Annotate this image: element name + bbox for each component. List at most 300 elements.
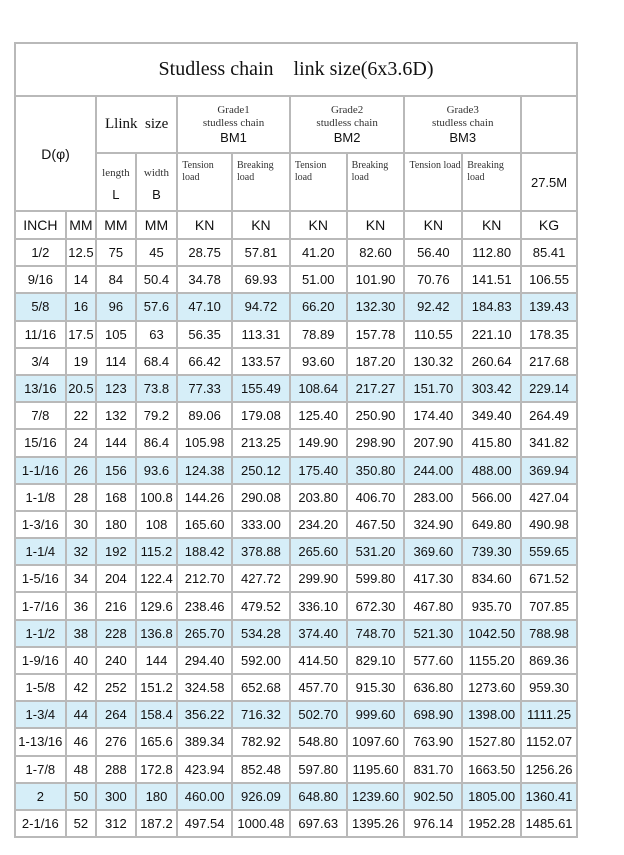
table-cell: 369.60 — [404, 538, 462, 565]
table-cell: 144 — [96, 429, 136, 456]
table-cell: 136.8 — [136, 620, 178, 647]
table-cell: 52 — [66, 810, 96, 837]
table-cell: 132 — [96, 402, 136, 429]
table-cell: 47.10 — [177, 293, 232, 320]
table-cell: 51.00 — [290, 266, 347, 293]
table-cell: 5/8 — [15, 293, 66, 320]
table-cell: 244.00 — [404, 457, 462, 484]
table-cell: 73.8 — [136, 375, 178, 402]
table-cell: 902.50 — [404, 783, 462, 810]
unit-cell: KN — [177, 211, 232, 239]
table-cell: 234.20 — [290, 511, 347, 538]
table-cell: 75 — [96, 239, 136, 266]
table-cell: 113.31 — [232, 321, 290, 348]
table-cell: 1485.61 — [521, 810, 577, 837]
table-cell: 108 — [136, 511, 178, 538]
table-row — [15, 266, 577, 293]
table-cell: 38 — [66, 620, 96, 647]
table-cell: 406.70 — [347, 484, 405, 511]
table-cell: 788.98 — [521, 620, 577, 647]
table-row — [15, 701, 577, 728]
table-cell: 1-7/8 — [15, 756, 66, 783]
table-cell: 22 — [66, 402, 96, 429]
table-cell: 999.60 — [347, 701, 405, 728]
table-cell: 82.60 — [347, 239, 405, 266]
table-cell: 48 — [66, 756, 96, 783]
table-cell: 13/16 — [15, 375, 66, 402]
table-cell: 101.90 — [347, 266, 405, 293]
width-header — [136, 153, 178, 211]
table-cell: 79.2 — [136, 402, 178, 429]
table-cell: 336.10 — [290, 592, 347, 619]
table-cell: 1952.28 — [462, 810, 521, 837]
table-cell: 290.08 — [232, 484, 290, 511]
table-cell: 926.09 — [232, 783, 290, 810]
table-row — [15, 239, 577, 266]
table-cell: 1-1/16 — [15, 457, 66, 484]
table-cell: 1097.60 — [347, 728, 405, 755]
table-cell: 165.60 — [177, 511, 232, 538]
table-cell: 1-1/8 — [15, 484, 66, 511]
table-cell: 89.06 — [177, 402, 232, 429]
table-cell: 264.49 — [521, 402, 577, 429]
table-cell: 350.80 — [347, 457, 405, 484]
table-row — [15, 321, 577, 348]
table-cell: 652.68 — [232, 674, 290, 701]
grade3-code: BM3 — [449, 129, 477, 145]
table-cell: 2-1/16 — [15, 810, 66, 837]
table-cell: 114 — [96, 348, 136, 375]
bm3-breaking-header: Breaking load — [462, 153, 521, 211]
table-cell: 217.27 — [347, 375, 405, 402]
table-cell: 44 — [66, 701, 96, 728]
table-cell: 57.81 — [232, 239, 290, 266]
table-row — [15, 293, 577, 320]
table-cell: 129.6 — [136, 592, 178, 619]
table-cell: 467.50 — [347, 511, 405, 538]
table-cell: 40 — [66, 647, 96, 674]
table-cell: 852.48 — [232, 756, 290, 783]
table-cell: 915.30 — [347, 674, 405, 701]
table-cell: 369.94 — [521, 457, 577, 484]
table-cell: 168 — [96, 484, 136, 511]
table-cell: 250.12 — [232, 457, 290, 484]
table-cell: 216 — [96, 592, 136, 619]
table-cell: 414.50 — [290, 647, 347, 674]
table-cell: 213.25 — [232, 429, 290, 456]
grade3-header — [404, 96, 521, 153]
unit-cell: MM — [66, 211, 96, 239]
table-cell: 427.72 — [232, 565, 290, 592]
width-label: width — [143, 166, 169, 179]
table-cell: 144.26 — [177, 484, 232, 511]
table-title: Studless chain link size(6x3.6D) — [15, 43, 577, 96]
table-cell: 66.42 — [177, 348, 232, 375]
table-cell: 265.70 — [177, 620, 232, 647]
table-cell: 1-7/16 — [15, 592, 66, 619]
table-row — [15, 647, 577, 674]
table-cell: 1155.20 — [462, 647, 521, 674]
table-row — [15, 348, 577, 375]
unit-cell: KG — [521, 211, 577, 239]
table-cell: 212.70 — [177, 565, 232, 592]
unit-cell: INCH — [15, 211, 66, 239]
table-cell: 312 — [96, 810, 136, 837]
table-cell: 1-1/2 — [15, 620, 66, 647]
table-cell: 1-13/16 — [15, 728, 66, 755]
chain-spec-table — [14, 42, 578, 838]
bm1-breaking-header: Breaking load — [232, 153, 290, 211]
table-cell: 1195.60 — [347, 756, 405, 783]
table-cell: 1-3/16 — [15, 511, 66, 538]
table-cell: 649.80 — [462, 511, 521, 538]
table-cell: 1-5/16 — [15, 565, 66, 592]
link-size-header: Llink size — [96, 96, 177, 153]
grade1-code: BM1 — [220, 129, 247, 145]
table-cell: 204 — [96, 565, 136, 592]
table-cell: 96 — [96, 293, 136, 320]
table-cell: 32 — [66, 538, 96, 565]
grade3-name: Grade3 studless chain — [432, 103, 494, 129]
weight-header: 27.5M — [521, 153, 577, 211]
bm2-tension-header: Tension load — [290, 153, 347, 211]
table-cell: 172.8 — [136, 756, 178, 783]
unit-cell: KN — [347, 211, 405, 239]
table-cell: 260.64 — [462, 348, 521, 375]
table-cell: 559.65 — [521, 538, 577, 565]
table-cell: 748.70 — [347, 620, 405, 647]
table-cell: 46 — [66, 728, 96, 755]
table-cell: 976.14 — [404, 810, 462, 837]
table-cell: 11/16 — [15, 321, 66, 348]
table-cell: 356.22 — [177, 701, 232, 728]
table-cell: 228 — [96, 620, 136, 647]
table-cell: 648.80 — [290, 783, 347, 810]
table-cell: 24 — [66, 429, 96, 456]
table-cell: 1527.80 — [462, 728, 521, 755]
grade2-name: Grade2 studless chain — [316, 103, 378, 129]
table-cell: 497.54 — [177, 810, 232, 837]
table-cell: 93.60 — [290, 348, 347, 375]
table-cell: 829.10 — [347, 647, 405, 674]
table-cell: 149.90 — [290, 429, 347, 456]
table-cell: 132.30 — [347, 293, 405, 320]
table-cell: 698.90 — [404, 701, 462, 728]
table-row — [15, 674, 577, 701]
table-cell: 531.20 — [347, 538, 405, 565]
table-cell: 1273.60 — [462, 674, 521, 701]
table-cell: 184.83 — [462, 293, 521, 320]
table-cell: 187.2 — [136, 810, 178, 837]
table-cell: 26 — [66, 457, 96, 484]
table-cell: 45 — [136, 239, 178, 266]
bm2-breaking-header: Breaking load — [347, 153, 405, 211]
table-cell: 139.43 — [521, 293, 577, 320]
grade1-name: Grade1 studless chain — [202, 103, 265, 129]
table-cell: 490.98 — [521, 511, 577, 538]
table-cell: 869.36 — [521, 647, 577, 674]
table-row — [15, 484, 577, 511]
table-cell: 141.51 — [462, 266, 521, 293]
table-cell: 94.72 — [232, 293, 290, 320]
table-row — [15, 592, 577, 619]
table-cell: 716.32 — [232, 701, 290, 728]
table-row — [15, 538, 577, 565]
table-cell: 229.14 — [521, 375, 577, 402]
table-row — [15, 620, 577, 647]
table-cell: 423.94 — [177, 756, 232, 783]
table-cell: 2 — [15, 783, 66, 810]
table-cell: 592.00 — [232, 647, 290, 674]
table-cell: 294.40 — [177, 647, 232, 674]
table-cell: 56.40 — [404, 239, 462, 266]
table-cell: 283.00 — [404, 484, 462, 511]
table-cell: 636.80 — [404, 674, 462, 701]
table-row — [15, 511, 577, 538]
table-cell: 50.4 — [136, 266, 178, 293]
table-cell: 178.35 — [521, 321, 577, 348]
table-cell: 298.90 — [347, 429, 405, 456]
unit-cell: MM — [136, 211, 178, 239]
table-cell: 782.92 — [232, 728, 290, 755]
table-cell: 122.4 — [136, 565, 178, 592]
table-cell: 324.58 — [177, 674, 232, 701]
table-cell: 457.70 — [290, 674, 347, 701]
length-symbol: L — [112, 186, 120, 202]
unit-cell: KN — [232, 211, 290, 239]
table-cell: 349.40 — [462, 402, 521, 429]
unit-cell: KN — [462, 211, 521, 239]
table-cell: 417.30 — [404, 565, 462, 592]
table-cell: 174.40 — [404, 402, 462, 429]
grade2-header — [290, 96, 405, 153]
table-cell: 133.57 — [232, 348, 290, 375]
table-cell: 502.70 — [290, 701, 347, 728]
table-cell: 415.80 — [462, 429, 521, 456]
table-cell: 15/16 — [15, 429, 66, 456]
table-cell: 252 — [96, 674, 136, 701]
table-cell: 57.6 — [136, 293, 178, 320]
diameter-header: D(φ) — [15, 96, 96, 211]
table-cell: 207.90 — [404, 429, 462, 456]
table-cell: 238.46 — [177, 592, 232, 619]
table-cell: 599.80 — [347, 565, 405, 592]
table-cell: 1360.41 — [521, 783, 577, 810]
table-cell: 69.93 — [232, 266, 290, 293]
table-cell: 1256.26 — [521, 756, 577, 783]
table-cell: 77.33 — [177, 375, 232, 402]
table-cell: 130.32 — [404, 348, 462, 375]
table-cell: 834.60 — [462, 565, 521, 592]
table-cell: 671.52 — [521, 565, 577, 592]
table-cell: 155.49 — [232, 375, 290, 402]
table-row — [15, 756, 577, 783]
table-cell: 192 — [96, 538, 136, 565]
table-cell: 188.42 — [177, 538, 232, 565]
table-cell: 179.08 — [232, 402, 290, 429]
table-cell: 19 — [66, 348, 96, 375]
table-cell: 125.40 — [290, 402, 347, 429]
table-cell: 264 — [96, 701, 136, 728]
table-cell: 299.90 — [290, 565, 347, 592]
bm1-tension-header: Tension load — [177, 153, 232, 211]
table-cell: 1/2 — [15, 239, 66, 266]
table-body — [15, 239, 577, 837]
table-cell: 935.70 — [462, 592, 521, 619]
table-cell: 1152.07 — [521, 728, 577, 755]
table-cell: 157.78 — [347, 321, 405, 348]
length-header — [96, 153, 136, 211]
unit-row — [15, 211, 577, 239]
table-cell: 467.80 — [404, 592, 462, 619]
table-cell: 1042.50 — [462, 620, 521, 647]
table-row — [15, 728, 577, 755]
table-cell: 240 — [96, 647, 136, 674]
table-cell: 124.38 — [177, 457, 232, 484]
table-cell: 180 — [136, 783, 178, 810]
weight-header-blank — [521, 96, 577, 153]
table-cell: 84 — [96, 266, 136, 293]
table-cell: 34 — [66, 565, 96, 592]
table-cell: 203.80 — [290, 484, 347, 511]
table-cell: 1-5/8 — [15, 674, 66, 701]
table-cell: 42 — [66, 674, 96, 701]
table-cell: 105 — [96, 321, 136, 348]
table-cell: 1395.26 — [347, 810, 405, 837]
table-cell: 144 — [136, 647, 178, 674]
table-cell: 521.30 — [404, 620, 462, 647]
table-cell: 566.00 — [462, 484, 521, 511]
table-cell: 479.52 — [232, 592, 290, 619]
table-cell: 16 — [66, 293, 96, 320]
unit-cell: KN — [404, 211, 462, 239]
table-cell: 1111.25 — [521, 701, 577, 728]
table-row — [15, 429, 577, 456]
table-cell: 123 — [96, 375, 136, 402]
table-cell: 68.4 — [136, 348, 178, 375]
table-cell: 110.55 — [404, 321, 462, 348]
table-cell: 93.6 — [136, 457, 178, 484]
grade2-code: BM2 — [333, 129, 361, 145]
table-cell: 7/8 — [15, 402, 66, 429]
table-cell: 36 — [66, 592, 96, 619]
table-cell: 85.41 — [521, 239, 577, 266]
table-cell: 265.60 — [290, 538, 347, 565]
table-cell: 105.98 — [177, 429, 232, 456]
table-cell: 763.90 — [404, 728, 462, 755]
table-row — [15, 457, 577, 484]
table-cell: 333.00 — [232, 511, 290, 538]
unit-cell: KN — [290, 211, 347, 239]
table-cell: 1239.60 — [347, 783, 405, 810]
table-cell: 180 — [96, 511, 136, 538]
table-cell: 217.68 — [521, 348, 577, 375]
width-symbol: B — [152, 186, 161, 202]
table-row — [15, 783, 577, 810]
table-cell: 14 — [66, 266, 96, 293]
table-cell: 50 — [66, 783, 96, 810]
table-cell: 175.40 — [290, 457, 347, 484]
table-row — [15, 375, 577, 402]
table-cell: 165.6 — [136, 728, 178, 755]
table-cell: 221.10 — [462, 321, 521, 348]
table-cell: 70.76 — [404, 266, 462, 293]
table-cell: 250.90 — [347, 402, 405, 429]
table-cell: 158.4 — [136, 701, 178, 728]
table-row — [15, 565, 577, 592]
table-cell: 9/16 — [15, 266, 66, 293]
table-cell: 374.40 — [290, 620, 347, 647]
table-cell: 303.42 — [462, 375, 521, 402]
table-cell: 1398.00 — [462, 701, 521, 728]
table-cell: 1-3/4 — [15, 701, 66, 728]
table-cell: 151.70 — [404, 375, 462, 402]
table-cell: 66.20 — [290, 293, 347, 320]
unit-cell: MM — [96, 211, 136, 239]
table-cell: 34.78 — [177, 266, 232, 293]
table-cell: 63 — [136, 321, 178, 348]
table-cell: 672.30 — [347, 592, 405, 619]
length-label: length — [102, 166, 130, 179]
table-cell: 115.2 — [136, 538, 178, 565]
table-cell: 20.5 — [66, 375, 96, 402]
table-cell: 56.35 — [177, 321, 232, 348]
table-cell: 30 — [66, 511, 96, 538]
table-cell: 697.63 — [290, 810, 347, 837]
table-cell: 106.55 — [521, 266, 577, 293]
table-cell: 548.80 — [290, 728, 347, 755]
table-cell: 1-1/4 — [15, 538, 66, 565]
table-cell: 324.90 — [404, 511, 462, 538]
table-cell: 427.04 — [521, 484, 577, 511]
table-cell: 187.20 — [347, 348, 405, 375]
table-cell: 300 — [96, 783, 136, 810]
table-cell: 41.20 — [290, 239, 347, 266]
table-cell: 86.4 — [136, 429, 178, 456]
table-cell: 92.42 — [404, 293, 462, 320]
table-cell: 78.89 — [290, 321, 347, 348]
table-cell: 707.85 — [521, 592, 577, 619]
table-cell: 1663.50 — [462, 756, 521, 783]
table-cell: 276 — [96, 728, 136, 755]
table-cell: 739.30 — [462, 538, 521, 565]
table-cell: 577.60 — [404, 647, 462, 674]
table-cell: 156 — [96, 457, 136, 484]
table-row — [15, 402, 577, 429]
table-cell: 12.5 — [66, 239, 96, 266]
table-cell: 17.5 — [66, 321, 96, 348]
table-cell: 597.80 — [290, 756, 347, 783]
table-cell: 28 — [66, 484, 96, 511]
table-cell: 3/4 — [15, 348, 66, 375]
table-cell: 151.2 — [136, 674, 178, 701]
table-cell: 378.88 — [232, 538, 290, 565]
table-cell: 108.64 — [290, 375, 347, 402]
table-cell: 288 — [96, 756, 136, 783]
table-cell: 389.34 — [177, 728, 232, 755]
table-cell: 959.30 — [521, 674, 577, 701]
table-cell: 112.80 — [462, 239, 521, 266]
bm3-tension-header: Tension load — [404, 153, 462, 211]
grade1-header — [177, 96, 290, 153]
table-cell: 534.28 — [232, 620, 290, 647]
table-cell: 831.70 — [404, 756, 462, 783]
table-cell: 460.00 — [177, 783, 232, 810]
table-row — [15, 810, 577, 837]
table-cell: 488.00 — [462, 457, 521, 484]
table-cell: 1-9/16 — [15, 647, 66, 674]
table-cell: 1000.48 — [232, 810, 290, 837]
